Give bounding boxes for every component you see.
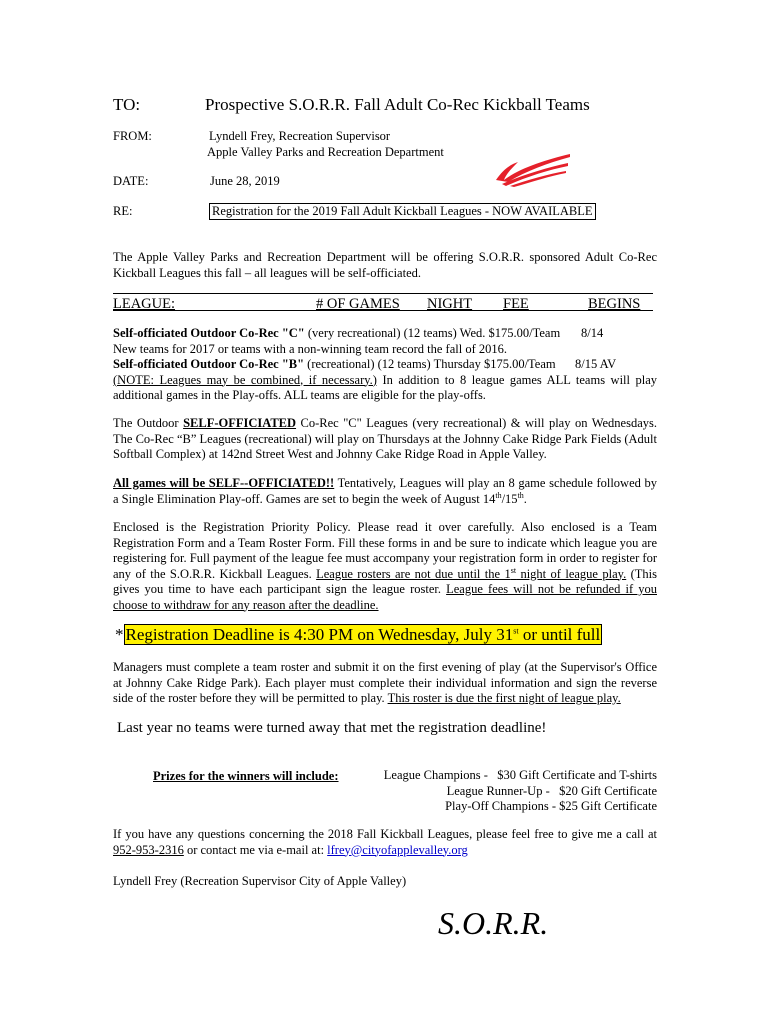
managers-paragraph xyxy=(113,660,657,707)
games-sup-1: th xyxy=(495,490,502,500)
new-teams-note: New teams for 2017 or teams with a non-winning team record the fall of 2016. xyxy=(113,341,507,356)
from-label: FROM: xyxy=(113,129,152,143)
league-c-row xyxy=(113,326,657,342)
outdoor-paragraph xyxy=(113,416,657,463)
deadline-highlight xyxy=(124,624,603,645)
sorr-signature: S.O.R.R. xyxy=(438,905,549,941)
roster-due-text: League rosters are not due until the 1 xyxy=(316,566,511,581)
registration-deadline xyxy=(115,625,602,645)
refund-note: League fees will not be refunded if you choose to withdraw for any reason after the deadline. xyxy=(113,582,657,612)
header-league: LEAGUE: xyxy=(113,296,176,312)
phone-number: 952-953-2316 xyxy=(113,842,184,857)
league-c-details: (very recreational) (12 teams) Wed. $175.00/Team xyxy=(304,326,561,340)
last-year-note: Last year no teams were turned away that met the registration deadline! xyxy=(117,720,547,736)
playoff-note xyxy=(113,373,657,404)
prizes-label: Prizes for the winners will include: xyxy=(153,769,339,783)
email-link[interactable]: lfrey@cityofapplevalley.org xyxy=(327,842,468,857)
enclosed-paragraph xyxy=(113,520,657,613)
deadline-sup: st xyxy=(513,626,519,636)
header-night: NIGHT xyxy=(427,296,473,312)
header-games: # OF GAMES xyxy=(316,296,400,312)
roster-due-sup: st xyxy=(510,565,517,575)
games-sup-2: th xyxy=(517,490,524,500)
league-details xyxy=(113,326,657,404)
apple-valley-logo-icon xyxy=(490,150,572,188)
questions-text: If you have any questions concerning the 2018 Fall Kickball Leagues, please feel free to give me a call at xyxy=(113,827,657,841)
league-b-details: (recreational) (12 teams) Thursday $175.00/Team xyxy=(304,357,556,371)
enclosed-mid: (This gives you time to have each participant sign the league roster. xyxy=(113,566,658,596)
enclosed-text: Enclosed is the Registration Priority Policy. Please read it over carefully. Also enclosed is a Team Registration Form and a Team Roster Form. Fill these forms in and be sure to indicate which league you are registering for. Full payment of the league fee must accompany your registration form in order to register for any of the S.O.R.R. Kickball Leagues. xyxy=(113,520,657,581)
deadline-star: * xyxy=(115,625,124,644)
outdoor-rest: Co-Rec "C" Leagues (very recreational) & will play on Wednesdays. The Co-Rec “B” Leagues (recreational) will play on Thursdays at the Johnny Cake Ridge Park Fields (Adult Softball Complex) at 142nd Street West and Johnny Cake Ridge Road in Apple Valley. xyxy=(113,416,657,461)
roster-due-note xyxy=(316,567,626,581)
roster-due-first-night: This roster is due the first night of league play. xyxy=(387,691,621,705)
prize-item: League Champions - $30 Gift Certificate and T-shirts xyxy=(383,768,657,782)
deadline-text: Registration Deadline is 4:30 PM on Wednesday, July 31 xyxy=(125,625,514,644)
roster-due-end: night of league play. xyxy=(516,566,627,581)
re-subject-box: Registration for the 2019 Fall Adult Kickball Leagues - NOW AVAILABLE xyxy=(209,203,596,220)
managers-text: Managers must complete a team roster and submit it on the first evening of play (at the Supervisor's Office at Johnny Cake Ridge Park). Each player must complete their individual information and sign the reverse side of the roster before they will be permitted to play. xyxy=(113,660,657,705)
from-name: Lyndell Frey, Recreation Supervisor xyxy=(209,129,391,143)
header-fee: FEE xyxy=(503,296,529,312)
questions-mid: or contact me via e-mail at: xyxy=(183,842,328,857)
to-value: Prospective S.O.R.R. Fall Adult Co-Rec Kickball Teams xyxy=(205,95,590,114)
games-paragraph xyxy=(113,476,657,507)
questions-paragraph xyxy=(113,827,657,858)
from-department: Apple Valley Parks and Recreation Department xyxy=(207,145,444,159)
games-end: . xyxy=(523,491,527,506)
to-label: TO: xyxy=(113,95,141,114)
intro-paragraph: The Apple Valley Parks and Recreation Department will be offering S.O.R.R. sponsored Adult Co-Rec Kickball Leagues this fall – all leagues will be self-officiated. xyxy=(113,250,657,280)
prizes-list xyxy=(384,768,657,815)
date-label: DATE: xyxy=(113,174,149,188)
league-c-begins: 8/14 xyxy=(581,326,604,340)
header-underline xyxy=(113,310,653,311)
games-slash: /15 xyxy=(501,491,518,506)
games-schedule: Tentatively, Leagues will play an 8 game schedule followed by a Single Elimination Play-off. Games are set to begin the week of August 14 xyxy=(113,476,657,506)
prize-item: Play-Off Champions - $25 Gift Certificate xyxy=(445,799,657,813)
self-officiated-label: SELF-OFFICIATED xyxy=(183,416,297,430)
playoff-note-text: In addition to 8 league games ALL teams will play additional games in the Play-offs. ALL teams are eligible for the play-offs. xyxy=(113,372,658,402)
league-b-title: Self-officiated Outdoor Co-Rec "B" xyxy=(113,357,305,371)
league-c-title: Self-officiated Outdoor Co-Rec "C" xyxy=(113,326,305,340)
signoff: Lyndell Frey (Recreation Supervisor City of Apple Valley) xyxy=(113,874,407,888)
re-label: RE: xyxy=(113,204,133,218)
league-b-row xyxy=(113,357,657,373)
self-officiated-warning: All games will be SELF--OFFICIATED!! xyxy=(113,476,335,490)
header-begins: BEGINS xyxy=(588,296,641,312)
league-b-begins: 8/15 AV xyxy=(575,357,617,371)
outdoor-pre: The Outdoor xyxy=(113,416,184,430)
deadline-end: or until full xyxy=(518,625,601,644)
combine-note: (NOTE: Leagues may be combined, if necessary.) xyxy=(113,372,377,387)
prize-item: League Runner-Up - $20 Gift Certificate xyxy=(446,783,657,798)
date-value: June 28, 2019 xyxy=(210,174,280,188)
